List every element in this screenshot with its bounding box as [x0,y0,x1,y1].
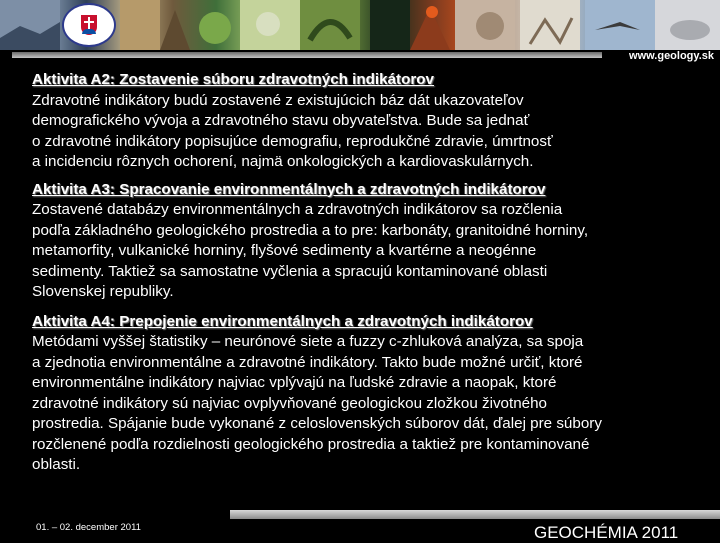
footer-conference-title: GEOCHÉMIA 2011 [534,523,679,542]
body-line: Zostavené databázy environmentálnych a zdravotných indikátorov sa rozčlenia [32,201,563,218]
section-a4 [32,312,712,476]
section-heading: Aktivita A4: Prepojenie environmentálnych a zdravotných indikátorov [32,312,533,330]
body-line: o zdravotné indikátory popisujúce demografiu, reprodukčné zdravie, úmrtnosť [32,132,553,150]
slide-content [32,70,712,483]
body-line: Zdravotné indikátory budú zostavené z existujúcich báz dát ukazovateľov [32,91,524,109]
section-heading: Aktivita A2: Zostavenie súboru zdravotných indikátorov [32,71,434,88]
body-line: a zjednotia environmentálne a zdravotné indikátory. Takto bude možné určiť, ktoré [32,353,583,371]
section-a2 [32,70,712,173]
body-line: Metódami vyššej štatistiky – neurónové siete a fuzzy c-zhluková analýza, sa spoja [32,333,584,350]
body-line: demografického vývoja a zdravotného stavu obyvateľstva. Bude sa jednať [32,112,530,129]
body-line: a incidenciu rôznych ochorení, najmä onkologických a kardiovaskulárnych. [32,153,534,170]
body-line: podľa základného geologického prostredia a to pre: karbonáty, granitoidné horniny, [32,221,589,239]
body-line: zdravotné indikátory sú najviac ovplyvňované geologickou zložkou životného [32,394,547,412]
footer-date: 01. – 02. december 2011 [36,522,141,533]
body-line: Slovenskej republiky. [32,283,174,300]
body-line: metamorfity, vulkanické horniny, flyšové sedimenty a kvartérne a neogénne [32,242,537,259]
body-line: prostredia. Spájanie bude vykonané z celoslovenských súborov dát, ďalej pre súbory [32,415,602,432]
website-url: www.geology.sk [629,50,714,62]
body-line: oblasti. [32,456,81,473]
header-banner [0,0,720,50]
section-a3 [32,180,712,303]
header-divider-bar [12,52,602,58]
section-heading: Aktivita A3: Spracovanie environmentálnych a zdravotných indikátorov [32,180,546,198]
body-line: environmentálne indikátory najviac vplývajú na ľudské zdravie a naopak, ktoré [32,374,557,391]
body-line: rozčlenené podľa rozdielnosti geologického prostredia a taktiež pre kontaminované [32,435,590,453]
institution-seal-logo [62,3,116,47]
footer-divider-bar [230,510,720,519]
body-line: sedimenty. Taktiež sa samostatne vyčlenia a spracujú kontaminované oblasti [32,262,548,280]
